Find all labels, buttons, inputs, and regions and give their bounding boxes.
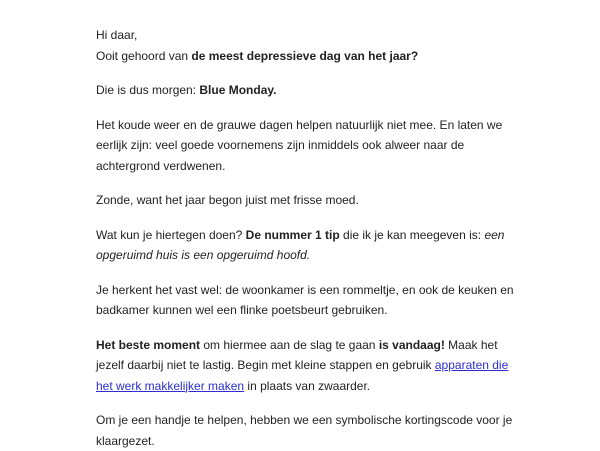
text-run: Wat kun je hiertegen doen? bbox=[96, 227, 246, 242]
text-run: Het koude weer en de grauwe dagen helpen natuurlijk niet mee. En laten we eerlijk zijn: veel goede voornemens zijn inmiddels ook alweer naar de achtergrond verdwenen. bbox=[96, 117, 503, 173]
text-run: in plaats van zwaarder. bbox=[244, 378, 371, 393]
text-run: Maak het jezelf daarbij niet te lastig. Begin met kleine stappen en gebruik bbox=[96, 337, 498, 372]
paragraph-6 bbox=[96, 280, 522, 321]
paragraph-5 bbox=[96, 225, 522, 266]
italic-text-run: een opgeruimd huis is een opgeruimd hoofd. bbox=[96, 227, 505, 262]
text-run: Die is dus morgen: bbox=[96, 83, 200, 97]
text-run: Je herkent het vast wel: de woonkamer is een rommeltje, en ook de keuken en badkamer kunnen wel een flinke poetsbeurt gebruiken. bbox=[96, 282, 514, 317]
paragraph-1 bbox=[96, 25, 522, 66]
bold-text-run: is vandaag! bbox=[378, 337, 445, 352]
text-run: die ik je kan meegeven is: bbox=[339, 227, 485, 242]
paragraph-7 bbox=[96, 335, 522, 397]
bold-text-run: de meest depressieve dag van het jaar? bbox=[191, 48, 419, 63]
text-run: Hi daar, bbox=[96, 28, 138, 42]
paragraph-8 bbox=[96, 410, 522, 451]
text-run: Zonde, want het jaar begon juist met frisse moed. bbox=[96, 193, 359, 207]
bold-text-run: Blue Monday. bbox=[199, 83, 277, 97]
paragraph-3 bbox=[96, 115, 522, 177]
text-run: Ooit gehoord van bbox=[96, 48, 192, 63]
bold-text-run: Het beste moment bbox=[96, 337, 201, 352]
email-body bbox=[96, 0, 522, 451]
inline-link[interactable]: apparaten die het werk makkelijker maken bbox=[96, 358, 509, 393]
bold-text-run: De nummer 1 tip bbox=[245, 227, 340, 242]
paragraph-4 bbox=[96, 190, 522, 211]
text-run: om hiermee aan de slag te gaan bbox=[200, 337, 379, 352]
paragraph-2 bbox=[96, 80, 522, 101]
text-run: Om je een handje te helpen, hebben we een symbolische kortingscode voor je klaargezet. bbox=[96, 413, 513, 448]
